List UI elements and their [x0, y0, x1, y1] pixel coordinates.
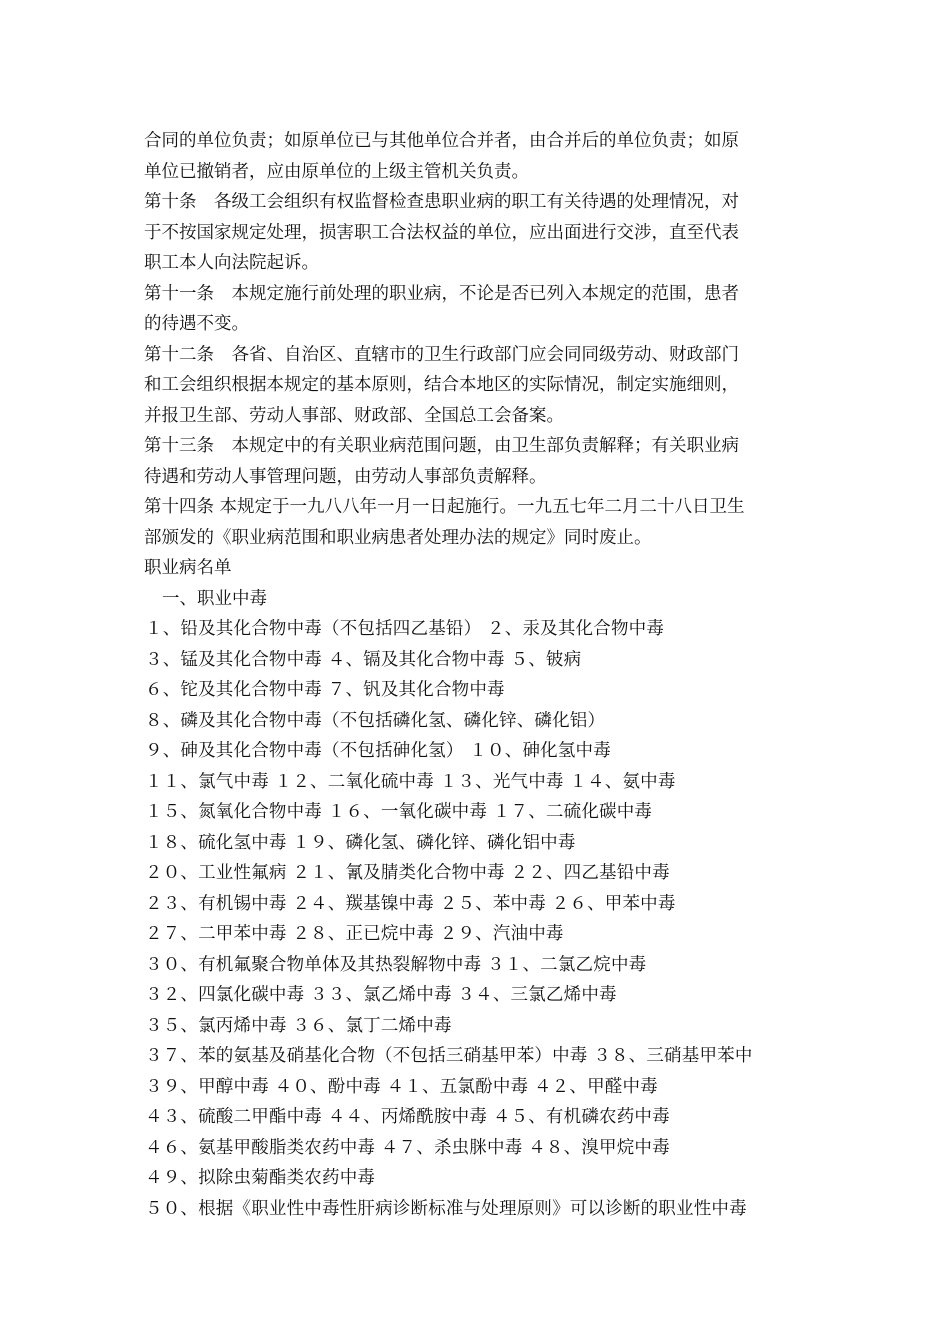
article-12-line: 第十二条 各省、自治区、直辖市的卫生行政部门应会同同级劳动、财政部门: [144, 344, 739, 365]
list-item: ３７、苯的氨基及硝基化合物（不包括三硝基甲苯）中毒 ３８、三硝基甲苯中: [145, 1046, 753, 1066]
paragraph-line: 职工本人向法院起诉。: [144, 253, 319, 273]
list-item: ３２、四氯化碳中毒 ３３、氯乙烯中毒 ３４、三氯乙烯中毒: [145, 985, 617, 1005]
list-item: １５、氮氧化合物中毒 １６、一氧化碳中毒 １７、二硫化碳中毒: [145, 802, 653, 822]
list-item: ３０、有机氟聚合物单体及其热裂解物中毒 ３１、二氯乙烷中毒: [145, 954, 647, 975]
article-10-line: 第十条 各级工会组织有权监督检查患职业病的职工有关待遇的处理情况，对: [144, 192, 739, 212]
paragraph-line: 和工会组织根据本规定的基本原则，结合本地区的实际情况，制定实施细则，: [144, 375, 739, 395]
list-item: １１、氯气中毒 １２、二氧化硫中毒 １３、光气中毒 １４、氨中毒: [145, 771, 676, 792]
list-item: ２０、工业性氟病 ２１、氰及腈类化合物中毒 ２２、四乙基铅中毒: [145, 863, 670, 883]
article-14-line: 第十四条 本规定于一九八八年一月一日起施行。一九五七年二月二十八日卫生: [144, 497, 745, 517]
list-item: １、铅及其化合物中毒（不包括四乙基铅） ２、汞及其化合物中毒: [145, 619, 665, 639]
section-heading: 一、职业中毒: [162, 588, 267, 609]
list-item: ４９、拟除虫菊酯类农药中毒: [145, 1168, 376, 1188]
list-item: ４３、硫酸二甲酯中毒 ４４、丙烯酰胺中毒 ４５、有机磷农药中毒: [145, 1107, 670, 1127]
article-13-line: 第十三条 本规定中的有关职业病范围问题，由卫生部负责解释；有关职业病: [144, 436, 739, 456]
list-item: ３、锰及其化合物中毒 ４、镉及其化合物中毒 ５、铍病: [145, 649, 582, 670]
list-item: １８、硫化氢中毒 １９、磷化氢、磷化锌、磷化铝中毒: [145, 832, 576, 853]
paragraph-line: 单位已撤销者，应由原单位的上级主管机关负责。: [144, 161, 529, 182]
list-item: ３５、氯丙烯中毒 ３６、氯丁二烯中毒: [145, 1015, 452, 1036]
paragraph-line: 并报卫生部、劳动人事部、财政部、全国总工会备案。: [144, 405, 564, 426]
paragraph-line: 待遇和劳动人事管理问题，由劳动人事部负责解释。: [144, 466, 547, 487]
list-item: ９、砷及其化合物中毒（不包括砷化氢） １０、砷化氢中毒: [145, 741, 611, 761]
article-11-line: 第十一条 本规定施行前处理的职业病，不论是否已列入本规定的范围，患者: [144, 283, 739, 304]
paragraph-line: 的待遇不变。: [144, 314, 249, 334]
paragraph-line: 合同的单位负责；如原单位已与其他单位合并者，由合并后的单位负责；如原: [144, 131, 739, 151]
document-body: [144, 126, 812, 1224]
list-item: ４６、氨基甲酸脂类农药中毒 ４７、杀虫脒中毒 ４８、溴甲烷中毒: [145, 1137, 670, 1158]
list-item: ２３、有机锡中毒 ２４、羰基镍中毒 ２５、苯中毒 ２６、甲苯中毒: [145, 893, 676, 914]
list-item: ５０、根据《职业性中毒性肝病诊断标准与处理原则》可以诊断的职业性中毒: [145, 1198, 747, 1219]
list-item: ２７、二甲苯中毒 ２８、正已烷中毒 ２９、汽油中毒: [145, 924, 564, 944]
list-item: ６、铊及其化合物中毒 ７、钒及其化合物中毒: [145, 680, 505, 700]
list-item: ８、磷及其化合物中毒（不包括磷化氢、磷化锌、磷化铝）: [145, 710, 606, 731]
paragraph-line: 部颁发的《职业病范围和职业病患者处理办法的规定》同时废止。: [144, 527, 652, 548]
paragraph-line: 于不按国家规定处理，损害职工合法权益的单位，应出面进行交涉，直至代表: [144, 222, 739, 243]
list-title: 职业病名单: [144, 558, 232, 578]
list-item: ３９、甲醇中毒 ４０、酚中毒 ４１、五氯酚中毒 ４２、甲醛中毒: [145, 1076, 658, 1097]
